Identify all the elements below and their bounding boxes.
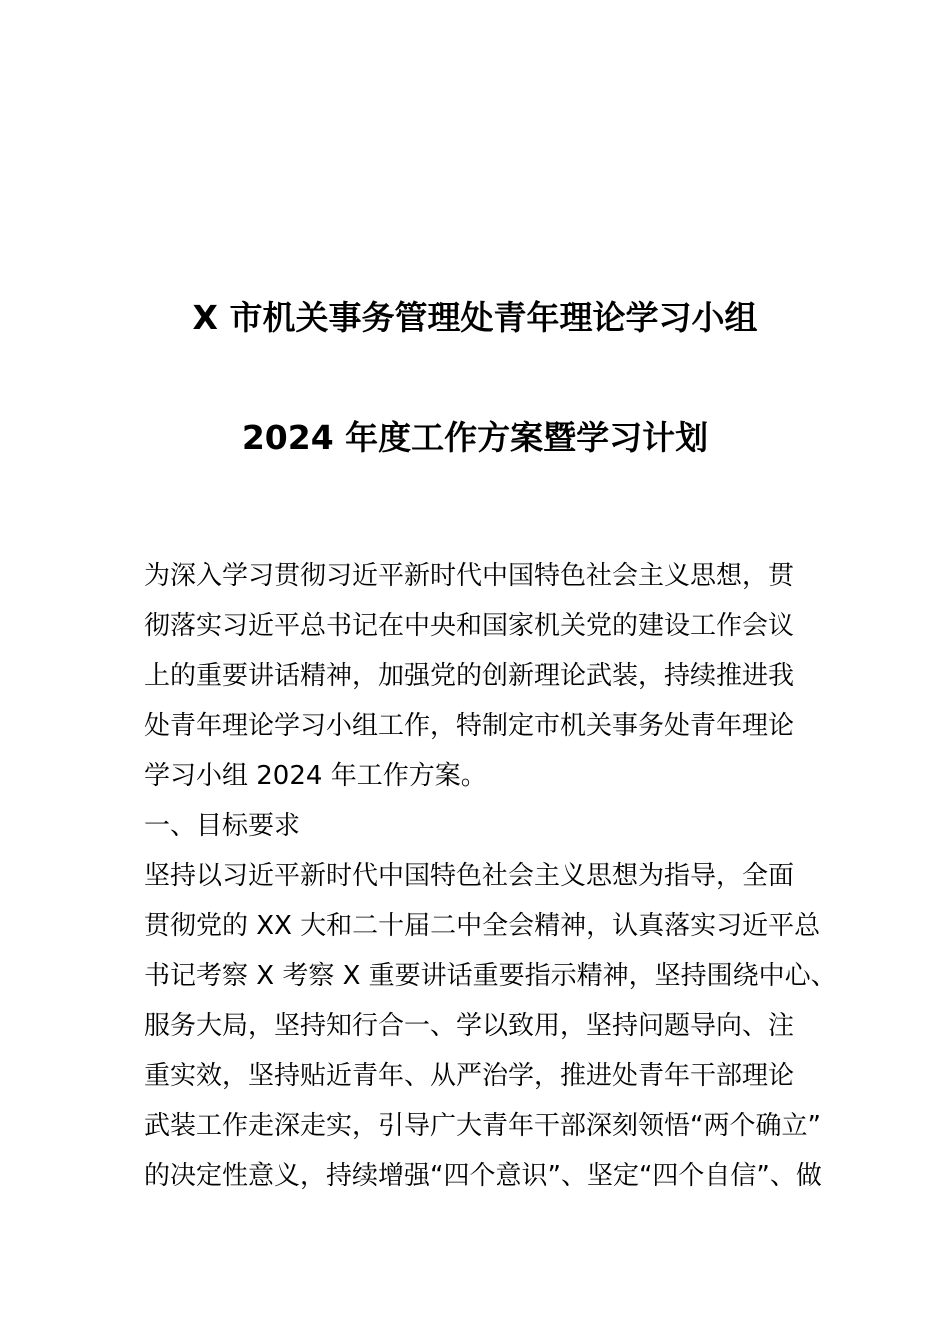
document-title-line-2: 2024 年度工作方案暨学习计划: [241, 418, 709, 457]
text-line: 书记考察 X 考察 X 重要讲话重要指示精神，坚持围绕中心、: [144, 961, 837, 991]
text-line: 武装工作走深走实，引导广大青年干部深刻领悟“两个确立”: [144, 1111, 821, 1141]
text-line: 处青年理论学习小组工作，特制定市机关事务处青年理论: [144, 711, 795, 741]
text-line: 的决定性意义，持续增强“四个意识”、坚定“四个自信”、做: [144, 1161, 822, 1191]
text-line: 贯彻党的 XX 大和二十届二中全会精神，认真落实习近平总: [144, 911, 821, 941]
text-line: 上的重要讲话精神，加强党的创新理论武装，持续推进我: [144, 661, 795, 691]
text-line: 为深入学习贯彻习近平新时代中国特色社会主义思想，贯: [144, 561, 795, 591]
section-heading: 一、目标要求: [144, 811, 301, 841]
intro-paragraph: [144, 551, 837, 1201]
text-line: 学习小组 2024 年工作方案。: [144, 761, 487, 791]
text-line: 服务大局，坚持知行合一、学以致用，坚持问题导向、注: [144, 1011, 795, 1041]
text-line: 彻落实习近平总书记在中央和国家机关党的建设工作会议: [144, 611, 795, 641]
text-line: 重实效，坚持贴近青年、从严治学，推进处青年干部理论: [144, 1061, 795, 1091]
document-title-line-1: X 市机关事务管理处青年理论学习小组: [192, 298, 758, 337]
text-line: 坚持以习近平新时代中国特色社会主义思想为指导，全面: [144, 861, 795, 891]
